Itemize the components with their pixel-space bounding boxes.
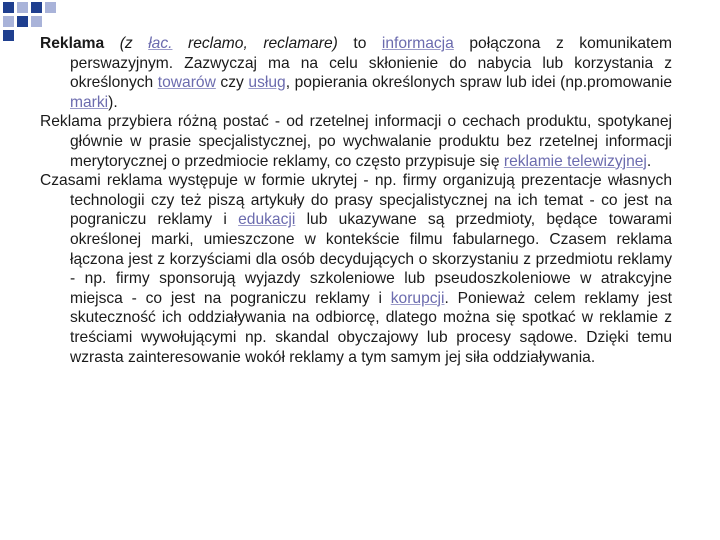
link-marki[interactable]: marki	[70, 93, 109, 111]
slide-body	[40, 34, 672, 367]
link-informacja[interactable]: informacja	[381, 35, 454, 52]
link-reklamie-telewizyjnej[interactable]: reklamie telewizyjnej	[503, 152, 647, 170]
text-segment: ).	[108, 93, 118, 111]
paragraph-hidden-advertising	[40, 171, 672, 367]
link-edukacji[interactable]: edukacji	[238, 211, 296, 229]
origin-open: (z	[119, 35, 149, 52]
text-segment: czy	[215, 74, 249, 92]
paragraph-forms	[40, 112, 672, 171]
text-segment: .	[646, 152, 652, 170]
text-segment: , popierania określonych spraw lub idei (np.promowanie	[285, 74, 672, 92]
text-segment: lub ukazywane są przedmioty, będące towarami określonej marki, umieszczone w kontekście filmu fabularnego. Czasem reklama łączona jest z korzyściami dla osób decydujących o skorzystaniu z przedmiotu reklamy - np. firmy sponsorują wyjazdy szkoleniowe lub pseudoszkoleniowe w atrakcyjne miejsca - co jest na pograniczu reklamy i	[70, 211, 672, 307]
link-korupcji[interactable]: korupcji	[390, 289, 445, 307]
link-lac[interactable]: łac.	[148, 35, 173, 52]
text-segment: Czasami reklama występuje w formie ukrytej - np. firmy organizują prezentacje własnych technologii czy też piszą artykuły do prasy specjalistycznej na ich temat - co jest na pograniczu reklamy i	[40, 172, 672, 229]
paragraph-definition	[40, 34, 672, 112]
term-reklama: Reklama	[40, 35, 105, 52]
text-segment: połączona z komunikatem perswazyjnym. Zazwyczaj ma na celu skłonienie do nabycia lub korzystania z określonych	[70, 35, 673, 92]
text-to: to	[337, 35, 382, 52]
origin-rest: reclamo, reclamare)	[172, 35, 338, 52]
link-towarow[interactable]: towarów	[157, 74, 216, 92]
link-uslug[interactable]: usług	[248, 74, 286, 92]
text-segment: Reklama przybiera różną postać - od rzetelnej informacji o cechach produktu, spotykanej głównie w prasie specjalistycznej, po wychwalanie produktu bez rzetelnej informacji merytorycznej o przedmiocie reklamy, co często przypisuje się	[40, 113, 672, 170]
text-segment: . Ponieważ celem reklamy jest skuteczność ich oddziaływania na odbiorcę, dlatego można się spotkać w reklamie z treściami wywołującymi np. skandal obyczajowy lub procesy sądowe. Dzięki temu wzrasta zainteresowanie wokół reklamy a tym samym jej siła oddziaływania.	[70, 289, 672, 366]
